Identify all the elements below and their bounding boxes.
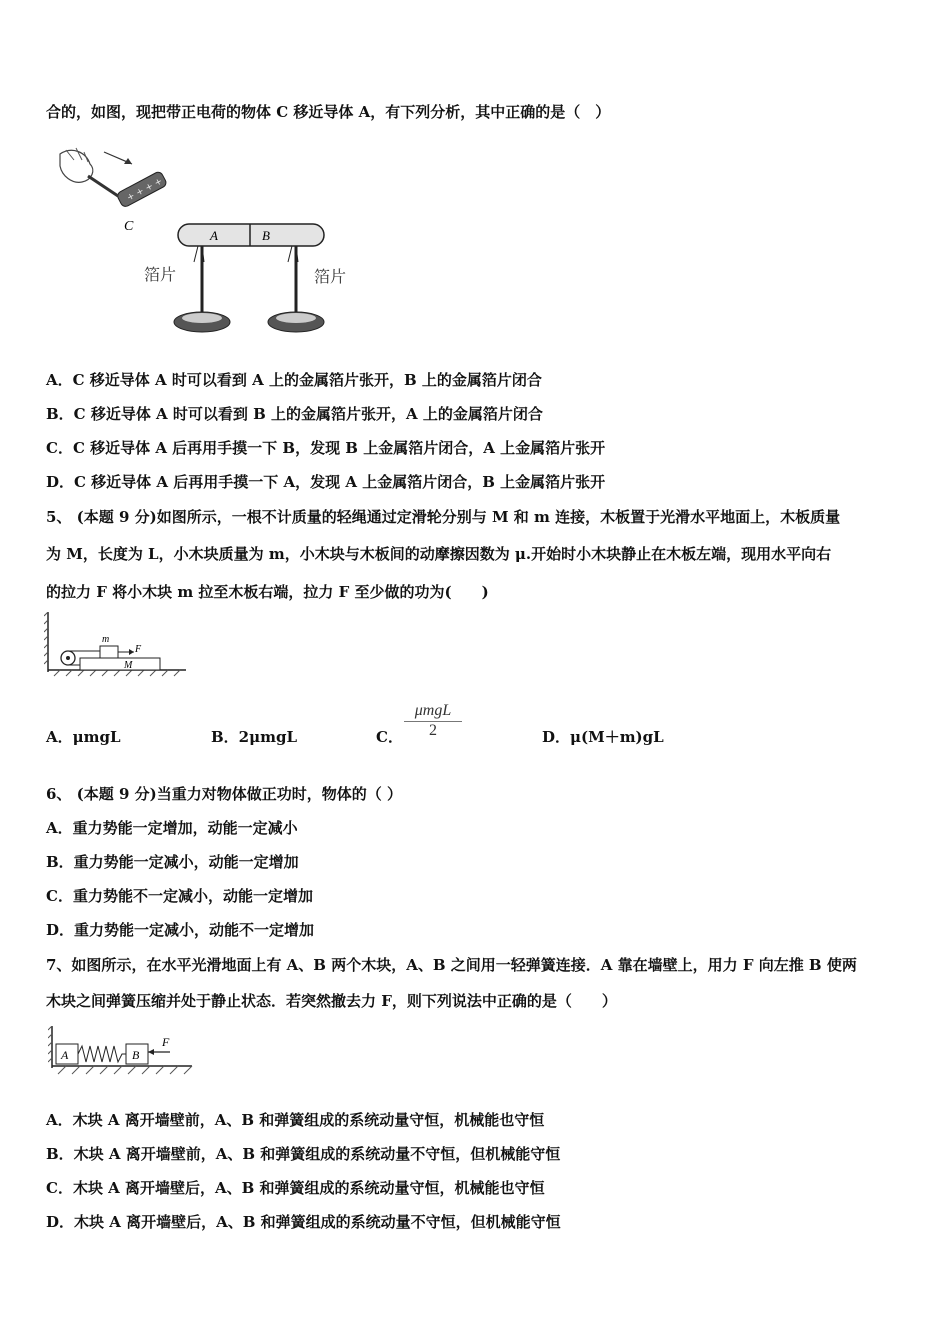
question-4-stem: 合的，如图，现把带正电荷的物体 C 移近导体 A，有下列分析，其中正确的是（ ）: [46, 103, 611, 121]
label-f: F: [162, 1035, 170, 1049]
q7-option-c[interactable]: C．木块 A 离开墙壁后，A、B 和弹簧组成的系统动量守恒，机械能也守恒: [46, 1179, 545, 1197]
q6-option-d[interactable]: D．重力势能一定减小，动能不一定增加: [46, 921, 315, 939]
q5-option-a[interactable]: A．μmgL: [46, 728, 121, 746]
q4-option-a[interactable]: A．C 移近导体 A 时可以看到 A 上的金属箔片张开，B 上的金属箔片闭合: [46, 371, 542, 389]
q5-stem-line-1: 5、 (本题 9 分)如图所示，一根不计质量的轻绳通过定滑轮分别与 M 和 m 连接，木板置于光滑水平地面上，木板质量: [46, 508, 841, 526]
spring: [78, 1046, 126, 1062]
q5-stem-line-2: 为 M，长度为 L，小木块质量为 m，小木块与木板间的动摩擦因数为 μ.开始时小木块静止在木板左端，现用水平向右: [46, 545, 832, 563]
q5-option-c[interactable]: C．: [376, 728, 403, 746]
q5-option-c-fraction: [404, 702, 462, 740]
board-M: [80, 658, 160, 670]
q6-option-a[interactable]: A．重力势能一定增加，动能一定减小: [46, 819, 298, 837]
label-b: B: [262, 228, 270, 243]
foil-label-left: 箔片: [144, 265, 177, 284]
spring-blocks-figure: [48, 1026, 196, 1078]
q7-option-d[interactable]: D．木块 A 离开墙壁后，A、B 和弹簧组成的系统动量不守恒，但机械能守恒: [46, 1213, 561, 1231]
q4-option-b[interactable]: B．C 移近导体 A 时可以看到 B 上的金属箔片张开，A 上的金属箔片闭合: [46, 405, 543, 423]
q7-option-a[interactable]: A．木块 A 离开墙壁前，A、B 和弹簧组成的系统动量守恒，机械能也守恒: [46, 1111, 545, 1129]
q7-stem-line-1: 7、如图所示，在水平光滑地面上有 A、B 两个木块，A、B 之间用一轻弹簧连接．A 靠在墙壁上，用力 F 向左推 B 使两: [46, 956, 857, 974]
q6-option-c[interactable]: C．重力势能不一定减小，动能一定增加: [46, 887, 313, 905]
pulley-board-figure: [44, 612, 190, 678]
q7-stem-line-2: 木块之间弹簧压缩并处于静止状态．若突然撤去力 F，则下列说法中正确的是（ ）: [46, 992, 617, 1010]
block-m: [100, 646, 118, 658]
q6-stem: 6、 (本题 9 分)当重力对物体做正功时，物体的（ ）: [46, 785, 402, 803]
label-big-m: M: [124, 660, 133, 671]
label-a: A: [210, 228, 218, 243]
electroscope-figure: [52, 146, 372, 346]
label-f: F: [135, 644, 142, 655]
label-b: B: [132, 1048, 140, 1062]
q4-option-c[interactable]: C．C 移近导体 A 后再用手摸一下 B，发现 B 上金属箔片闭合，A 上金属箔片张开: [46, 439, 606, 457]
q7-option-b[interactable]: B．木块 A 离开墙壁前，A、B 和弹簧组成的系统动量不守恒，但机械能守恒: [46, 1145, 561, 1163]
label-m: m: [102, 634, 110, 645]
fraction-numerator: μmgL: [404, 702, 462, 722]
conductor-ab: [178, 224, 324, 246]
svg-text:+ + + +: + + + +: [125, 176, 165, 204]
fraction-denominator: 2: [429, 722, 437, 739]
label-c: C: [124, 219, 134, 234]
foil-label-right: 箔片: [314, 267, 347, 286]
q5-option-d[interactable]: D．μ(M＋m)gL: [542, 728, 664, 746]
label-a: A: [61, 1048, 69, 1062]
q4-option-d[interactable]: D．C 移近导体 A 后再用手摸一下 A，发现 A 上金属箔片闭合，B 上金属箔片张开: [46, 473, 606, 491]
q5-stem-line-3: 的拉力 F 将小木块 m 拉至木板右端，拉力 F 至少做的功为( ): [46, 583, 489, 601]
q5-option-b[interactable]: B．2μmgL: [211, 728, 298, 746]
q6-option-b[interactable]: B．重力势能一定减小，动能一定增加: [46, 853, 299, 871]
